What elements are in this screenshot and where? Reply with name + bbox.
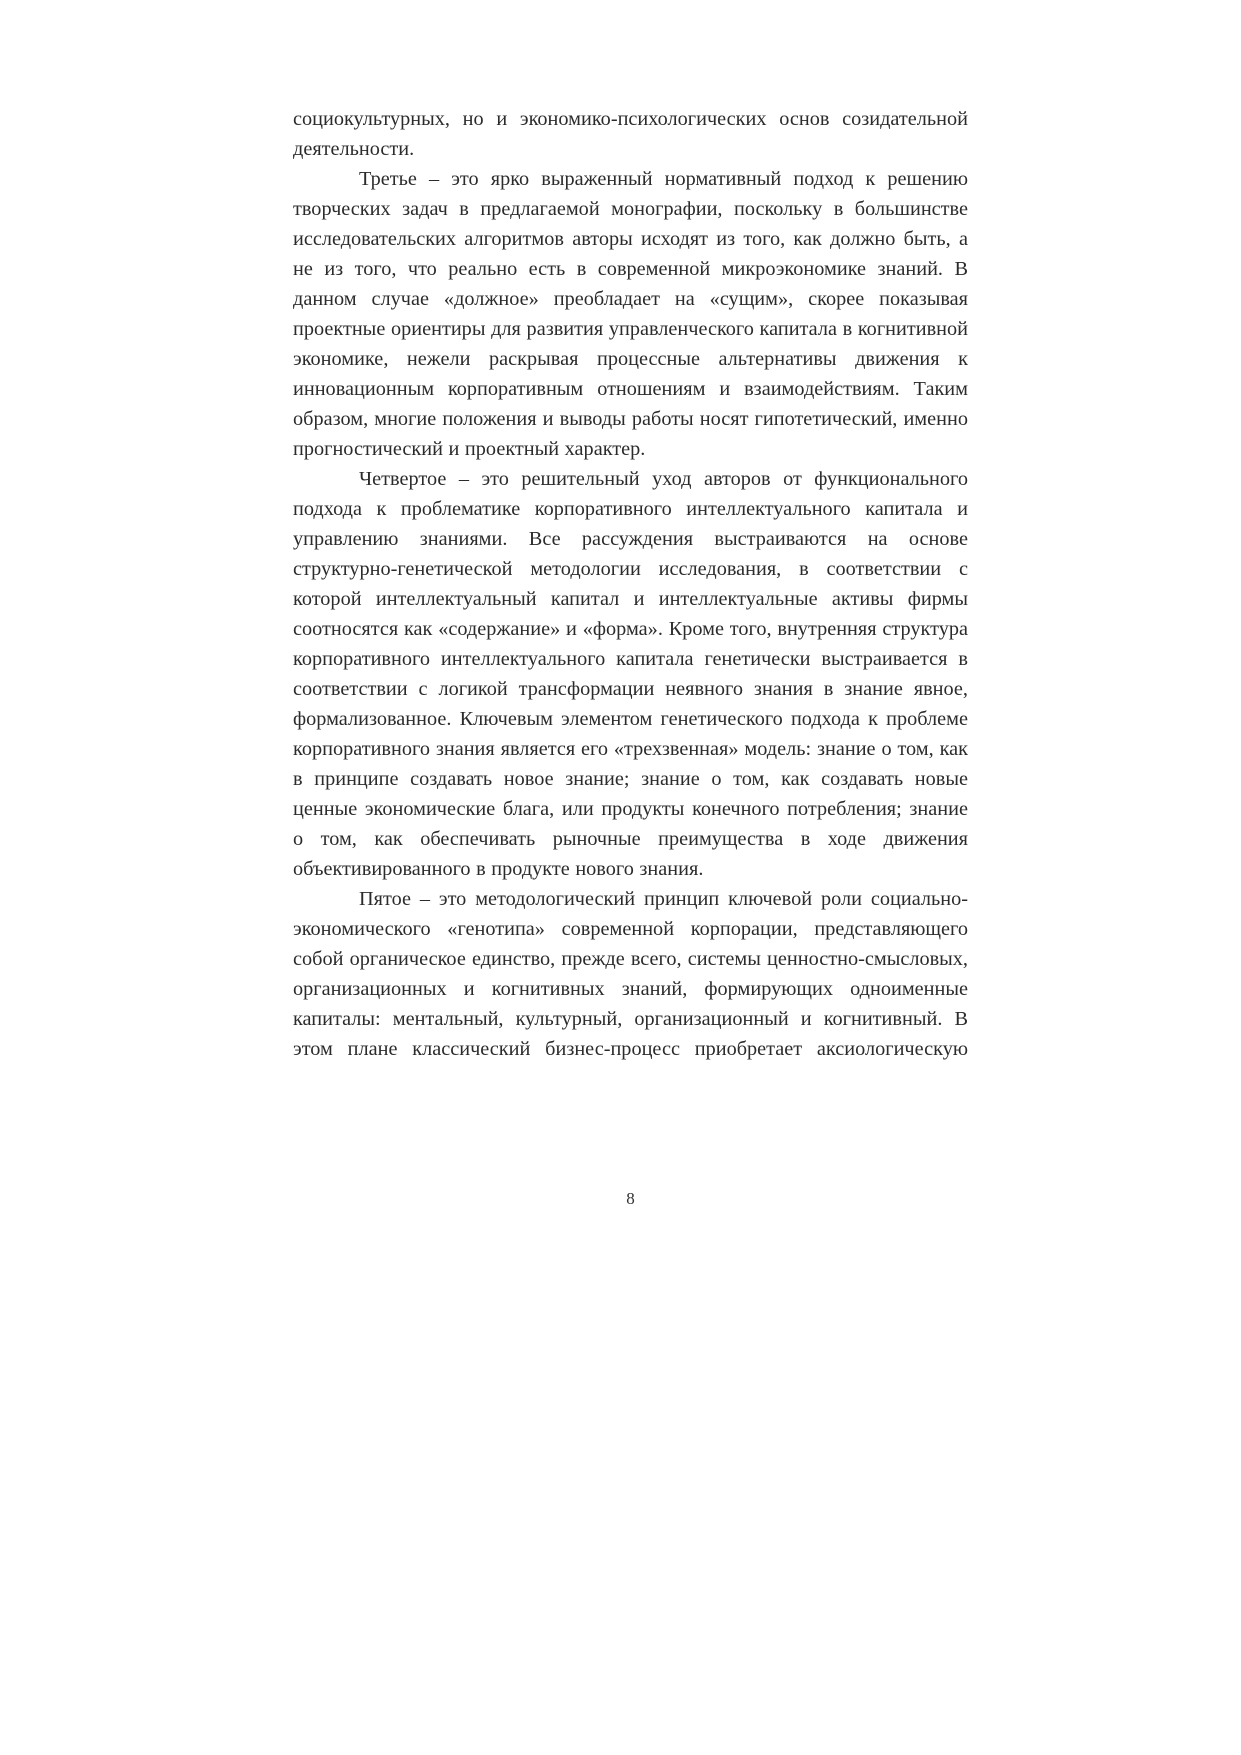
paragraph-fourth: Четвертое – это решительный уход авторов от функционального подхода к проблематике корпоративного интеллектуального капитала и управлению знаниями. Все рассуждения выстраиваются на основе структурно-генетической методологии исследования, в соответствии с которой интеллектуальный капитал и интеллектуальные активы фирмы соотносятся как «содержание» и «форма». Кроме того, внутренняя структура корпоративного интеллектуального капитала генетически выстраивается в соответствии с логикой трансформации неявного знания в знание явное, формализованное. Ключевым элементом генетического подхода к проблеме корпоративного знания является его «трехзвенная» модель: знание о том, как в принципе создавать новое знание; знание о том, как создавать новые ценные экономические блага, или продукты конечного потребления; знание о том, как обеспечивать рыночные преимущества в ходе движения объективированного в продукте нового знания. — [293, 468, 968, 880]
paragraph-fifth: Пятое – это методологический принцип ключевой роли социально-экономического «генотипа» современной корпорации, представляющего собой органическое единство, прежде всего, системы ценностно-смысловых, организационных и когнитивных знаний, формирующих одноименные капиталы: ментальный, культурный, организационный и когнитивный. В этом плане классический бизнес-процесс приобретает аксиологическую — [293, 888, 968, 1060]
paragraph-continuation: социокультурных, но и экономико-психологических основ созидательной деятельности. — [293, 108, 968, 160]
page-body — [293, 104, 968, 1064]
page-number: 8 — [626, 1189, 635, 1208]
paragraph-third: Третье – это ярко выраженный нормативный подход к решению творческих задач в предлагаемой монографии, поскольку в большинстве исследовательских алгоритмов авторы исходят из того, как должно быть, а не из того, что реально есть в современной микроэкономике знаний. В данном случае «должное» преобладает на «сущим», скорее показывая проектные ориентиры для развития управленческого капитала в когнитивной экономике, нежели раскрывая процессные альтернативы движения к инновационным корпоративным отношениям и взаимодействиям. Таким образом, многие положения и выводы работы носят гипотетический, именно прогностический и проектный характер. — [293, 168, 968, 460]
